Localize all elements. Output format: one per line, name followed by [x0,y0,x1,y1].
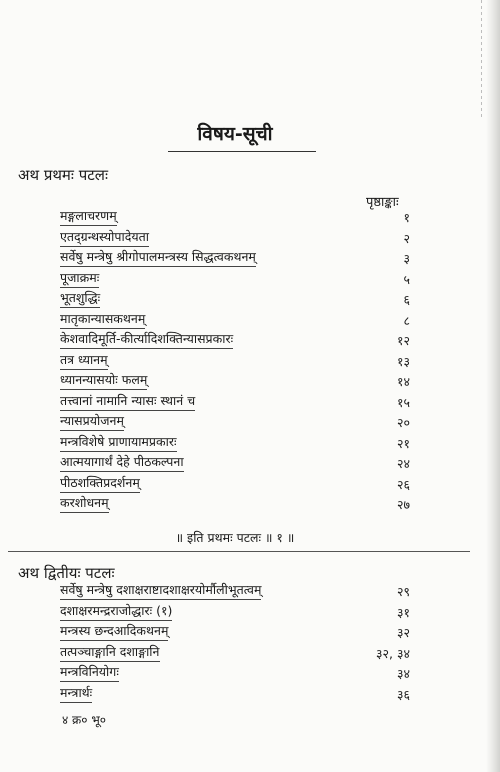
toc-entry-label: ध्यानन्यासयोः फलम् [60,371,147,390]
section-1-closing: ॥ इति प्रथमः पटलः ॥ १ ॥ [175,530,295,545]
toc-entry-label: मङ्गलाचरणम् [60,207,117,226]
toc-entry-label: तत्पञ्चाङ्गानि दशाङ्गानि [60,643,160,662]
toc-entry-label: आत्मयागार्थं देहे पीठकल्पना [60,453,184,472]
toc-entry-label: सर्वेषु मन्त्रेषु दशाक्षराष्टादशाक्षरयोर्मौलीभूतत्वम् [60,581,261,600]
toc-entry-page: २४ [396,456,410,471]
toc-entry-page: २७ [396,497,410,512]
toc-entry-page: ६ [403,292,410,307]
toc-entry-label: केशवादिमूर्ति-कीर्त्यादिशक्तिन्यासप्रकारः [60,330,233,349]
toc-entry-page: ३६ [396,686,410,702]
toc-entry-page: ३२ [396,625,410,640]
toc-entry-label: पूजाक्रमः [60,269,99,288]
toc-entry-page: ३२, ३४ [376,645,410,661]
page-number-heading: पृष्ठाङ्काः [366,195,399,210]
toc-entry-page: ३४ [396,666,410,681]
toc-entry-page: २ [403,230,410,246]
toc-entry [60,474,470,496]
toc-entry-page: १२ [396,333,410,348]
toc-entry [60,392,470,414]
toc-entry-page: २१ [396,435,410,451]
toc-entry-page: १३ [396,353,410,369]
toc-entry [60,330,470,352]
toc-entry-page: ३१ [396,604,410,620]
page-edge-shadow [486,0,500,772]
toc-entry [60,643,470,665]
toc-entry [60,228,470,250]
section-heading-1: अथ प्रथमः पटलः [18,166,108,184]
page-edge-mark [481,0,482,120]
toc-entry [60,371,470,393]
toc-entry-label: मन्त्रविशेषे प्राणायामप्रकारः [60,433,177,452]
toc-entry [60,412,470,434]
toc-entry-label: मन्त्रविनियोगः [60,663,119,682]
toc-entry [60,289,470,311]
toc-entry-label: दशाक्षरमन्द्रराजोद्धारः (१) [60,602,172,621]
toc-entry [60,310,470,332]
toc-entry-label: सर्वेषु मन्त्रेषु श्रीगोपालमन्त्रस्य सिद्धत्वकथनम् [60,248,256,267]
toc-entry-label: करशोधनम् [60,494,109,513]
toc-entry-page: २९ [396,584,410,599]
toc-entry-label: मातृकान्यासकथनम् [60,310,145,329]
toc-entry [60,269,470,291]
section-heading-2: अथ द्वितीयः पटलः [18,564,115,582]
toc-entry [60,684,470,706]
title-underline [168,151,316,152]
toc-entry-label: मन्त्रार्थः [60,684,92,703]
toc-entry [60,494,470,516]
toc-entry-page: ८ [403,312,410,328]
toc-entry-label: न्यासप्रयोजनम् [60,412,124,431]
toc-entry-page: २६ [396,476,410,492]
toc-entry [60,351,470,373]
toc-entry-label: भूतशुद्धिः [60,289,100,308]
toc-entry-page: ५ [403,271,410,287]
toc-entry [60,433,470,455]
toc-entry [60,602,470,624]
toc-entry-label: तत्र ध्यानम् [60,351,108,370]
toc-entry [60,248,470,270]
toc-entry [60,207,470,229]
toc-entry-label: मन्त्रस्य छन्दआदिकथनम् [60,622,168,641]
page-footer-signature: ४ क्र० भू० [62,713,107,727]
toc-entry-label: पीठशक्तिप्रदर्शनम् [60,474,140,493]
toc-entry [60,453,470,475]
toc-entry-page: १५ [396,394,410,410]
toc-entry [60,663,470,685]
toc-entry-page: ३ [403,251,410,266]
section-divider [8,551,470,552]
toc-entry [60,581,470,603]
toc-entry-page: १ [403,210,410,225]
toc-entry-label: तत्त्वानां नामानि न्यासः स्थानं च [60,392,195,411]
toc-entry-page: २० [396,415,410,430]
page-title: विषय-सूची [197,123,273,145]
toc-entry-label: एतद्ग्रन्थस्योपादेयता [60,228,149,247]
toc-entry-page: १४ [396,374,410,389]
toc-entry [60,622,470,644]
